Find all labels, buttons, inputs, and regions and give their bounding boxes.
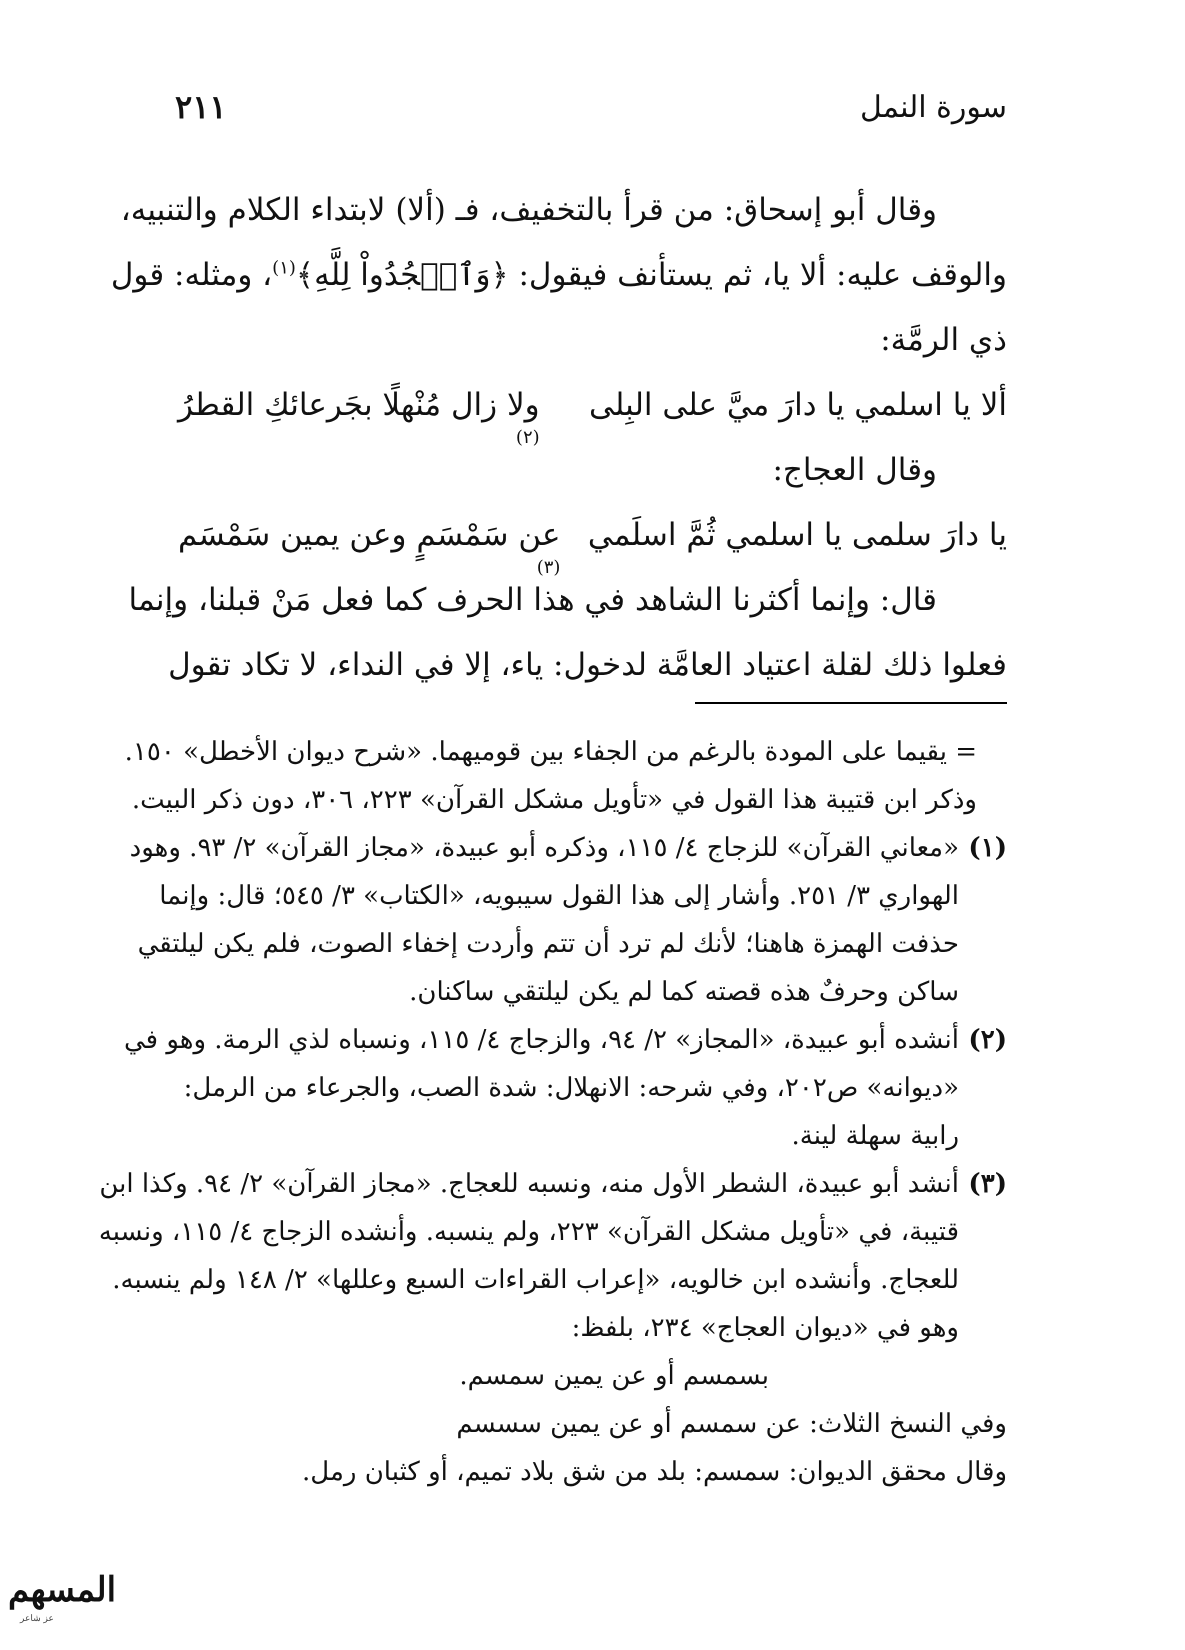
footnotes [98, 728, 1007, 1496]
footnote-line: للعجاج. وأنشده ابن خالويه، «إعراب القراءات السبع وعللها» ٢/ ١٤٨ ولم ينسبه. [112, 1265, 959, 1295]
page-header [175, 90, 1007, 138]
footnote-2 [123, 1016, 1007, 1160]
logo-text: المسهم [8, 1570, 117, 1610]
footnote-continuation: وذكر ابن قتيبة هذا القول في «تأويل مشكل القرآن» ٢٢٣، ٣٠٦، دون ذكر البيت. [131, 785, 977, 815]
text-line: ذي الرمَّة: [880, 322, 1007, 358]
text-line: وقال العجاج: [772, 452, 937, 488]
poetry-verse [178, 373, 1007, 448]
page-number: ٢١١ [175, 88, 227, 126]
text-fragment: ولا زال مُنْهلًا بجَرعائكِ القطرُ [178, 387, 540, 423]
footnote-line: حذفت الهمزة هاهنا؛ لأنك لم ترد أن تتم وأردت إخفاء الصوت، فلم يكن ليلتقي [137, 929, 959, 959]
footnote-line: ساكن وحرفٌ هذه قصته كما لم يكن ليلتقي ساكنان. [409, 977, 959, 1007]
quoted-verse: بسمسم أو عن يمين سمسم. [459, 1361, 769, 1391]
text-fragment: عن سَمْسَمٍ وعن يمين سَمْسَم [178, 517, 561, 553]
footnote-3 [98, 1160, 1007, 1496]
footnote-line: وقال محقق الديوان: سمسم: بلد من شق بلاد تميم، أو كثبان رمل. [302, 1457, 1007, 1487]
logo-subtext: عز شاعر [20, 1614, 54, 1624]
footnote-line: أنشده أبو عبيدة، «المجاز» ٢/ ٩٤، والزجاج ٤/ ١١٥، ونسباه لذي الرمة. وهو في [123, 1025, 959, 1055]
footnote-number: (١) [968, 833, 1007, 863]
verse-first-hemistich: ألا يا اسلمي يا دارَ ميَّ على البِلى [589, 387, 1007, 423]
footnote-divider [695, 702, 1007, 704]
footnote-number: (٢) [968, 1025, 1007, 1055]
publisher-logo [8, 1570, 117, 1630]
verse-second-hemistich: ولا زال مُنْهلًا بجَرعائكِ القطرُ (٢) [178, 373, 540, 438]
text-line [110, 243, 1007, 308]
main-text [110, 178, 1007, 698]
text-line: وقال أبو إسحاق: من قرأ بالتخفيف، فـ (ألا) لابتداء الكلام والتنبيه، [120, 192, 937, 228]
text-line: فعلوا ذلك لقلة اعتياد العامَّة لدخول: ياء، إلا في النداء، لا تكاد تقول [168, 647, 1007, 683]
surah-title: سورة النمل [860, 90, 1007, 125]
footnote-line: وفي النسخ الثلاث: عن سمسم أو عن يمين سسسم [456, 1409, 1007, 1439]
text-line: قال: وإنما أكثرنا الشاهد في هذا الحرف كما فعل مَنْ قبلنا، وإنما [128, 582, 937, 618]
footnote-number: (٣) [968, 1169, 1007, 1199]
text-fragment: ، ومثله: قول [110, 257, 273, 293]
poetry-verse [178, 503, 1007, 578]
text-fragment: والوقف عليه: ألا يا، ثم يستأنف فيقول: ﴿وَٱسۡجُدُواْ لِلَّهِ﴾ [295, 257, 1007, 293]
footnote-line: رابية سهلة لينة. [791, 1121, 959, 1151]
footnote-line: أنشد أبو عبيدة، الشطر الأول منه، ونسبه للعجاج. «مجاز القرآن» ٢/ ٩٤. وكذا ابن [99, 1169, 959, 1199]
footnote-1 [129, 824, 1007, 1016]
footnote-line: «معاني القرآن» للزجاج ٤/ ١١٥، وذكره أبو عبيدة، «مجاز القرآن» ٢/ ٩٣. وهود [129, 833, 959, 863]
verse-first-hemistich: يا دارَ سلمى يا اسلمي ثُمَّ اسلَمي [587, 517, 1007, 553]
verse-second-hemistich: عن سَمْسَمٍ وعن يمين سَمْسَم (٣) [178, 503, 560, 568]
footnote-line: «ديوانه» ص٢٠٢، وفي شرحه: الانهلال: شدة الصب، والجرعاء من الرمل: [183, 1073, 959, 1103]
footnote-continuation: = يقيما على المودة بالرغم من الجفاء بين قوميهما. «شرح ديوان الأخطل» ١٥٠. [124, 737, 977, 767]
footnote-ref: (١) [272, 257, 296, 279]
footnote-line: وهو في «ديوان العجاج» ٢٣٤، بلفظ: [571, 1313, 959, 1343]
footnote-line: قتيبة، في «تأويل مشكل القرآن» ٢٢٣، ولم ينسبه. وأنشده الزجاج ٤/ ١١٥، ونسبه [98, 1217, 959, 1247]
footnote-line: الهواري ٣/ ٢٥١. وأشار إلى هذا القول سيبويه، «الكتاب» ٣/ ٥٤٥؛ قال: وإنما [159, 881, 959, 911]
